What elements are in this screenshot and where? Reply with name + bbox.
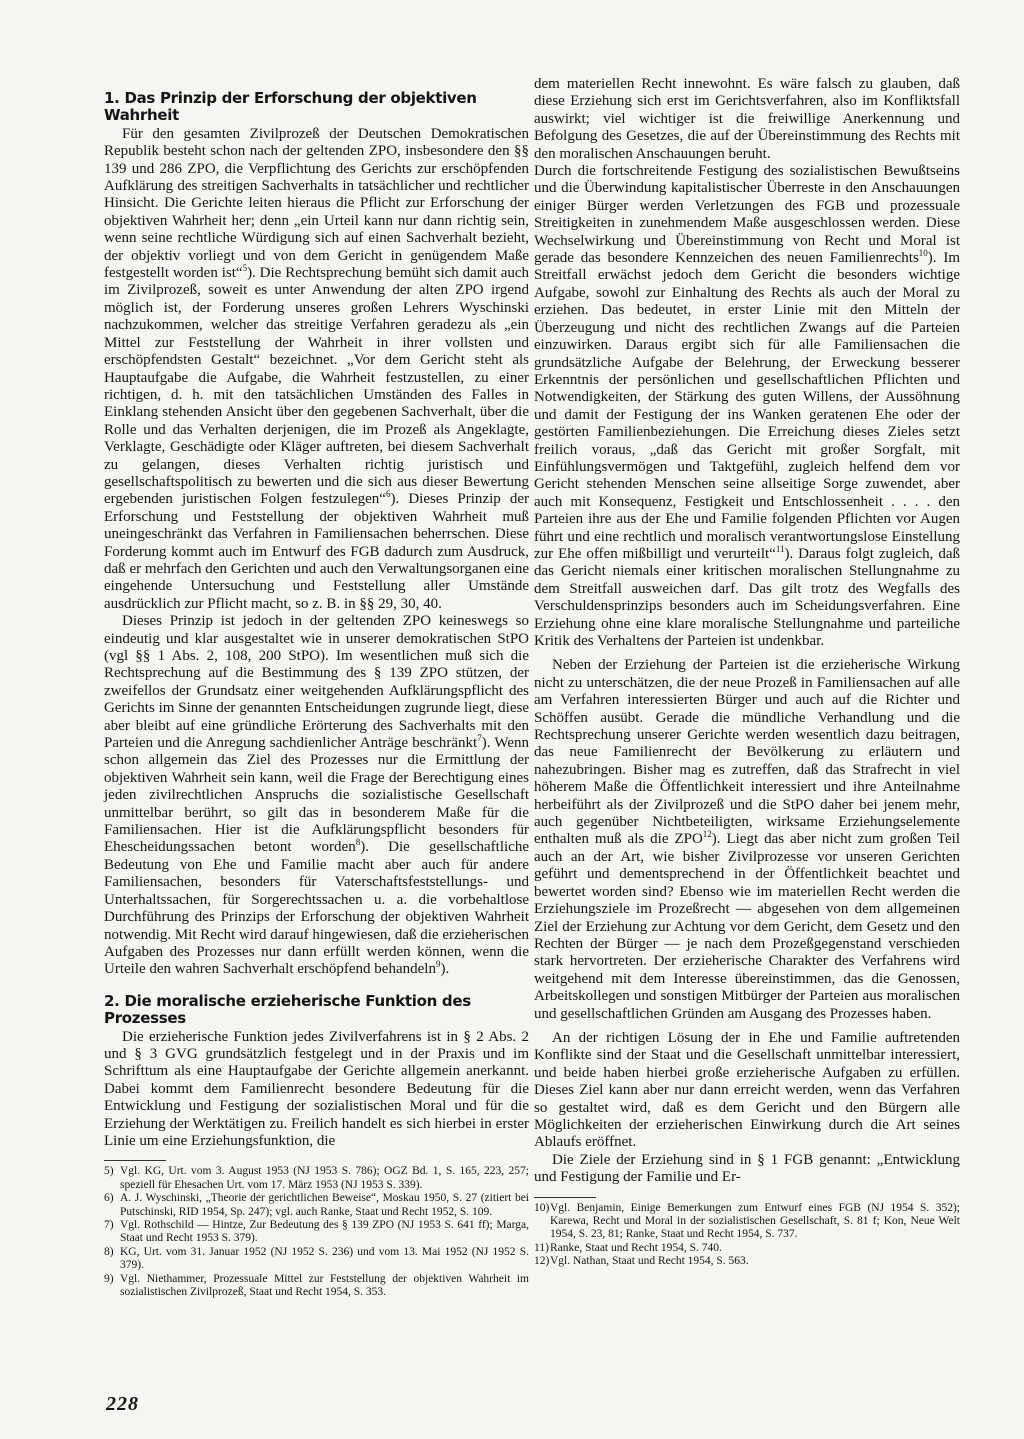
footnote-divider — [104, 1160, 166, 1161]
section-heading-2: 2. Die moralische erzieherische Funktion des Prozesses — [104, 991, 471, 1028]
footnote-ref: 10 — [918, 248, 928, 259]
footnote: 7) Vgl. Rothschild — Hintze, Zur Bedeutung des § 139 ZPO (NJ 1953 S. 641 ff); Marga, Staat und Recht 1953 S. 379). — [104, 1219, 529, 1245]
paragraph: Dieses Prinzip ist jedoch in der geltenden ZPO keineswegs so eindeutig und klar ausgestaltet wie in unserer demokratischen StPO (vgl §§ 1 Abs. 2, 108, 200 StPO). Im wesentlichen muß sich die Rechtsprechung auf die Bestimmung des § 139 ZPO stützen, der zweifellos der Grundsatz einer weitgehenden Aufklärungspflicht des Gerichts im Sinne der genannten Entscheidungen zugrunde liegt, diese aber bleibt auf eine gründliche Erörterung des Sachverhalts mit den Parteien und die Anregung sachdienlicher Anträge beschränkt$^7$). Wenn schon allgemein das Ziel des Prozesses nur die Ermittlung der objektiven Wahrheit sein kann, weil die Frage der Berechtigung eines jeden zivilrechtlichen Anspruchs die sozialistische Gesellschaft unmittelbar berührt, so gilt das in besonderem Maße für die Familiensachen. Hier ist die Aufklärungspflicht besonders für Ehescheidungssachen betont worden$^8$). Die gesellschaftliche Bedeutung von Ehe und Familie macht aber auch für andere Familiensachen, besonders für Vaterschaftsfeststellungs- und Unterhaltssachen, für Sorgerechtssachen u. a. die vorbehaltlose Durchführung des Prinzips der Erforschung der objektiven Wahrheit notwendig. Mit Recht wird darauf hingewiesen, daß die erzieherischen Aufgaben des Prozesses nur dann erfüllt werden können, wenn die Urteile den wahren Sachverhalt erschöpfend behandeln$^9$). — [104, 613, 529, 978]
paragraph: Für den gesamten Zivilprozeß der Deutschen Demokratischen Republik besteht schon nach der geltenden ZPO, insbesondere den §§ 139 und 286 ZPO, die Verpflichtung des Gerichts zur erschöpfenden Aufklärung des streitigen Sachverhalts in tatsächlicher und rechtlicher Hinsicht. Die Gerichte leiten hieraus die Pflicht zur Erforschung der objektiven Wahrheit her; denn „ein Urteil kann nur dann richtig sein, wenn seine rechtliche Würdigung sich auf einen Sachverhalt bezieht, der objektiv vorliegt und von dem Gericht in genügendem Maße festgestellt worden ist“$^5$). Die Rechtsprechung bemüht sich damit auch im Zivilprozeß, soweit es unter Anwendung der alten ZPO irgend möglich ist, der Forderung unseres großen Lehrers Wyschinski nachzukommen, welcher das streitige Verfahren geradezu als „ein Mittel zur Feststellung der Wahrheit in ihrer vollsten und erschöpfendsten Gestalt“ bezeichnet. „Vor dem Gericht steht als Hauptaufgabe die Aufgabe, die Wahrheit festzustellen, zu einer richtigen, d. h. mit den tatsächlichen Umständen des Falles in Einklang stehenden Ansicht über den gegebenen Sachverhalt, über die Rolle und das Verhalten derjenigen, die im Prozeß als Angeklagte, Verklagte, Geschädigte oder Kläger auftreten, bei diesem Sachverhalt zu gelangen, dieses Verhalten richtig juristisch und gesellschaftspolitisch zu bewerten und die sich aus dieser Bewertung ergebenden juristischen Folgen festzulegen“$^6$). Dieses Prinzip der Erforschung und Feststellung der objektiven Wahrheit muß uneingeschränkt das Verfahren in Familiensachen beherrschen. Diese Forderung kommt auch im Entwurf des FGB dadurch zum Ausdruck, daß er mehrfach den Gerichten und auch den Verwaltungsorganen eine eingehende Untersuchung und Feststellung aller Umstände ausdrücklich zur Pflicht macht, so z. B. in §§ 29, 30, 40. — [104, 125, 530, 612]
footnote: 10)Vgl. Benjamin, Einige Bemerkungen zum Entwurf eines FGB (NJ 1954 S. 352); Karewa, Recht und Moral in der sozialistischen Gesellschaft, S. 81 f; Kon, Neue Welt 1954, S. 23, 81; Ranke, Staat und Recht 1954, S. 737. — [534, 1201, 960, 1241]
paragraph: Neben der Erziehung der Parteien ist die erzieherische Wirkung nicht zu unterschätzen, die der neue Prozeß in Familiensachen auf alle am Verfahren interessierten Bürger und auch auf die Richter und Schöffen ausübt. Gerade die mündliche Verhandlung und die Rechtsprechung unserer Gerichte werden wesentlich dazu beitragen, das neue Familienrecht der Bevölkerung zu erläutern und nahezubringen. Bisher mag es zutreffen, daß das Strafrecht in viel höherem Maße die Öffentlichkeit interessiert und ihre Anteilnahme herbeiführt als der Zivilprozeß und die StPO daher bei jenem mehr, auch gegenüber Nichtbeteiligten, wirksame Erziehungselemente enthalten muß als die ZPO$^{12}$). Liegt das aber nicht zum großen Teil auch an der Art, wie bisher Zivilprozesse vor unseren Gerichten geführt und dementsprechend in der Öffentlichkeit beachtet und bewertet worden sind? Ebenso wie im materiellen Recht werden die Erziehungsziele im Prozeßrecht — abgesehen von dem allgemeinen Ziel der Erziehung zur Achtung vor dem Gericht, dem Gesetz und den Rechten der Bürger — je nach dem Prozeßgegenstand verschieden stark hervortreten. Der erzieherische Charakter des Verfahrens wird weitgehend mit dem Interesse übereinstimmen, das die Genossen, Arbeitskollegen und sonstigen Mitbürger der Parteien aus moralischen und gesellschaftlichen Gründen am Ausgang des Prozesses haben. — [534, 657, 961, 1022]
footnote: 8) KG, Urt. vom 31. Januar 1952 (NJ 1952 S. 236) und vom 13. Mai 1952 (NJ 1952 S. 379). — [104, 1245, 529, 1272]
section-heading-1: 1. Das Prinzip der Erforschung der objektiven Wahrheit — [104, 89, 477, 125]
footnote-ref: 5 — [242, 263, 248, 274]
right-column — [534, 76, 960, 1269]
footnote-ref: 8 — [355, 837, 361, 848]
footnote-ref: 7 — [477, 733, 482, 744]
left-column — [104, 76, 529, 1299]
paragraph: Die Ziele der Erziehung sind in § 1 FGB genannt: „Entwicklung und Festigung der Familie und Er- — [534, 1151, 960, 1186]
footnote-ref: 12 — [702, 829, 712, 840]
footnote: 11)Ranke, Staat und Recht 1954, S. 740. — [534, 1241, 722, 1254]
footnote-ref: 11 — [775, 543, 785, 554]
footnotes-left — [104, 1165, 529, 1299]
paragraph: dem materiellen Recht innewohnt. Es wäre falsch zu glauben, daß diese Erziehung sich erst im Gerichtsverfahren, also im Konfliktsfall auswirkt; viel wichtiger ist die freiwillige Anerkennung und Befolgung des Gesetzes, die auf der Übereinstimmung des Rechts mit den moralischen Anschauungen beruht. — [534, 76, 960, 162]
footnote: 5) Vgl. KG, Urt. vom 3. August 1953 (NJ 1953 S. 786); OGZ Bd. 1, S. 165, 223, 257; speziell für Ehesachen Urt. vom 17. März 1953 (NJ 1953 S. 339). — [104, 1165, 529, 1191]
paragraph: Durch die fortschreitende Festigung des sozialistischen Bewußtseins und die Überwindung kapitalistischer Überreste in den Anschauungen einiger Bürger werden Verletzungen des FGB und prozessuale Streitigkeiten in zunehmendem Maße ausgeschlossen werden. Diese Wechselwirkung und Übereinstimmung von Recht und Moral ist gerade das besondere Kennzeichen des neuen Familienrechts$^{10}$). Im Streitfall erwächst jedoch dem Gericht die besonders wichtige Aufgabe, sowohl zur Einhaltung des Rechts als auch der Moral zu erziehen. Das bedeutet, in erster Linie mit den Mitteln der Überzeugung und nicht des rechtlichen Zwangs auf die Parteien einzuwirken. Daraus ergibt sich für alle Familiensachen die grundsätzliche Aufgabe der Belehrung, der Erweckung besserer Erkenntnis der persönlichen und gesellschaftlichen Pflichten und Notwendigkeiten, der Stärkung des guten Willens, der Aussöhnung und damit der Festigung der ins Wanken geratenen Ehe oder der gestörten Familienbeziehungen. Die Erreichung dieses Zieles setzt freilich voraus, „daß das Gericht mit großer Sorgfalt, mit Einfühlungsvermögen und Taktgefühl, zugleich helfend dem vor Gericht stehenden Menschen seine allseitige Sorge zuwendet, aber auch mit Konsequenz, Festigkeit und Entschlossenheit . . . . den Parteien ihre aus der Ehe und Familie folgenden Pflichten vor Augen führt und eine rechtlich und moralisch verantwortungslose Einstellung zur Ehe offen mißbilligt und verurteilt“$^{11}$). Daraus folgt zugleich, daß das Gericht niemals einer kritischen moralischen Stellungnahme zu dem Streitfall ausweichen darf. Das gilt trotz des Wegfalls des Verschuldensprinzips besonders auch im Scheidungsverfahren. Eine Erziehung ohne eine klare moralische Stellungnahme und parteiliche Kritik des Verhaltens der Parteien ist undenkbar. — [534, 163, 961, 649]
footnote-divider — [534, 1197, 596, 1198]
footnote-ref: 6 — [385, 489, 391, 500]
paragraph: An der richtigen Lösung der in Ehe und Familie auftretenden Konflikte sind der Staat und die Gesellschaft unmittelbar interessiert, und beide haben hierbei große erzieherische Aufgaben zu erfüllen. Dieses Ziel kann aber nur dann erreicht werden, wenn das Verfahren so gestaltet wird, daß es dem Gericht und den Bürgern alle Möglichkeiten der erzieherischen Einwirkung durch die Art seines Ablaufs eröffnet. — [534, 1029, 960, 1151]
footnote-ref: 9 — [435, 959, 441, 970]
page-number: 228 — [106, 1393, 139, 1415]
footnotes-right — [534, 1202, 960, 1269]
paragraph: Die erzieherische Funktion jedes Zivilverfahrens ist in § 2 Abs. 2 und § 3 GVG grundsätzlich festgelegt und in der Praxis und im Schrifttum als eine Hauptaufgabe der Gerichte allgemein anerkannt. Dabei kommt dem Familienrecht besondere Bedeutung für die Entwicklung und Festigung der sozialistischen Moral und für die Erziehung der Werktätigen zu. Freilich handelt es sich hierbei in erster Linie um eine Erziehungsfunktion, die — [104, 1028, 529, 1149]
footnote: 12)Vgl. Nathan, Staat und Recht 1954, S. 563. — [534, 1255, 749, 1268]
footnote: 9) Vgl. Niethammer, Prozessuale Mittel zur Feststellung der objektiven Wahrheit im sozialistischen Zivilprozeß, Staat und Recht 1954, S. 353. — [104, 1272, 529, 1299]
footnote: 6) A. J. Wyschinski, „Theorie der gerichtlichen Beweise“, Moskau 1950, S. 27 (zitiert bei Putschinski, RID 1954, Sp. 247); vgl. auch Ranke, Staat und Recht 1952, S. 109. — [104, 1192, 529, 1218]
